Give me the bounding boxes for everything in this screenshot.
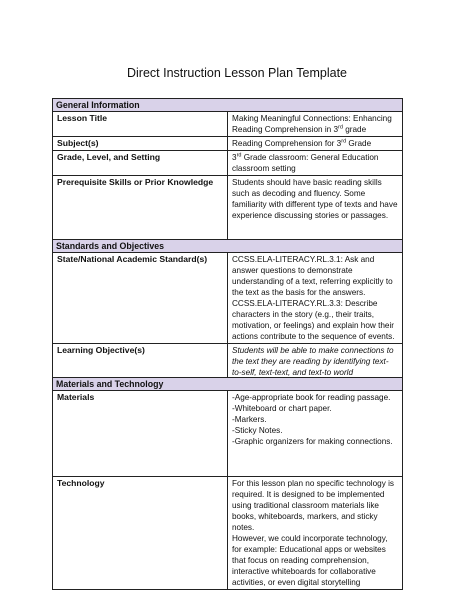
standard-rl-3-3: CCSS.ELA-LITERACY.RL.3.3: Describe characters in the story (e.g., their traits, motivation, or feelings) and explain how their actions contribute to the sequence of events. — [232, 299, 395, 341]
grade-level-setting-label: Grade, Level, and Setting — [53, 151, 228, 176]
technology-value — [228, 477, 403, 590]
standards-objectives-header: Standards and Objectives — [53, 240, 403, 253]
subject-value: Reading Comprehension for 3rd Grade — [228, 137, 403, 151]
materials-item: -Sticky Notes. — [232, 426, 283, 435]
academic-standards-label: State/National Academic Standard(s) — [53, 253, 228, 344]
technology-paragraph: For this lesson plan no specific technology is required. It is designed to be implemented using traditional classroom materials like books, whiteboards, markers, and sticky notes. — [232, 479, 395, 532]
materials-item: -Markers. — [232, 415, 267, 424]
materials-technology-table — [52, 377, 403, 590]
standard-rl-3-1: CCSS.ELA-LITERACY.RL.3.1: Ask and answer questions to demonstrate understanding of a text, referring explicitly to the text as the basis for the answers. — [232, 255, 393, 297]
materials-label: Materials — [53, 391, 228, 477]
learning-objectives-label: Learning Objective(s) — [53, 344, 228, 391]
general-information-header: General Information — [53, 99, 403, 112]
lesson-title-label: Lesson Title — [53, 112, 228, 137]
learning-objectives-value: Students will be able to make connections to the text they are reading by identifying text-to-self, text-text, and text-to world — [228, 344, 403, 391]
academic-standards-value — [228, 253, 403, 344]
prerequisite-skills-label: Prerequisite Skills or Prior Knowledge — [53, 176, 228, 242]
standards-objectives-table — [52, 239, 403, 391]
document-title: Direct Instruction Lesson Plan Template — [126, 66, 348, 80]
grade-level-setting-value: 3rd Grade classroom: General Education classroom setting — [228, 151, 403, 176]
materials-item: -Age-appropriate book for reading passage. — [232, 393, 391, 402]
technology-label: Technology — [53, 477, 228, 590]
subject-label: Subject(s) — [53, 137, 228, 151]
materials-item: -Whiteboard or chart paper. — [232, 404, 332, 413]
materials-technology-header: Materials and Technology — [53, 378, 403, 391]
general-information-table — [52, 98, 403, 242]
prerequisite-skills-value: Students should have basic reading skills such as decoding and fluency. Some familiarity with different type of texts and have experience discussing stories or passages. — [228, 176, 403, 242]
materials-item: -Graphic organizers for making connections. — [232, 437, 393, 446]
lesson-title-value: Making Meaningful Connections: Enhancing Reading Comprehension in 3rd grade — [228, 112, 403, 137]
technology-paragraph: However, we could incorporate technology, for example: Educational apps or websites that focus on reading comprehension, interactive whiteboards for collaborative activities, or even digital storytelling — [232, 534, 388, 587]
materials-value — [228, 391, 403, 477]
